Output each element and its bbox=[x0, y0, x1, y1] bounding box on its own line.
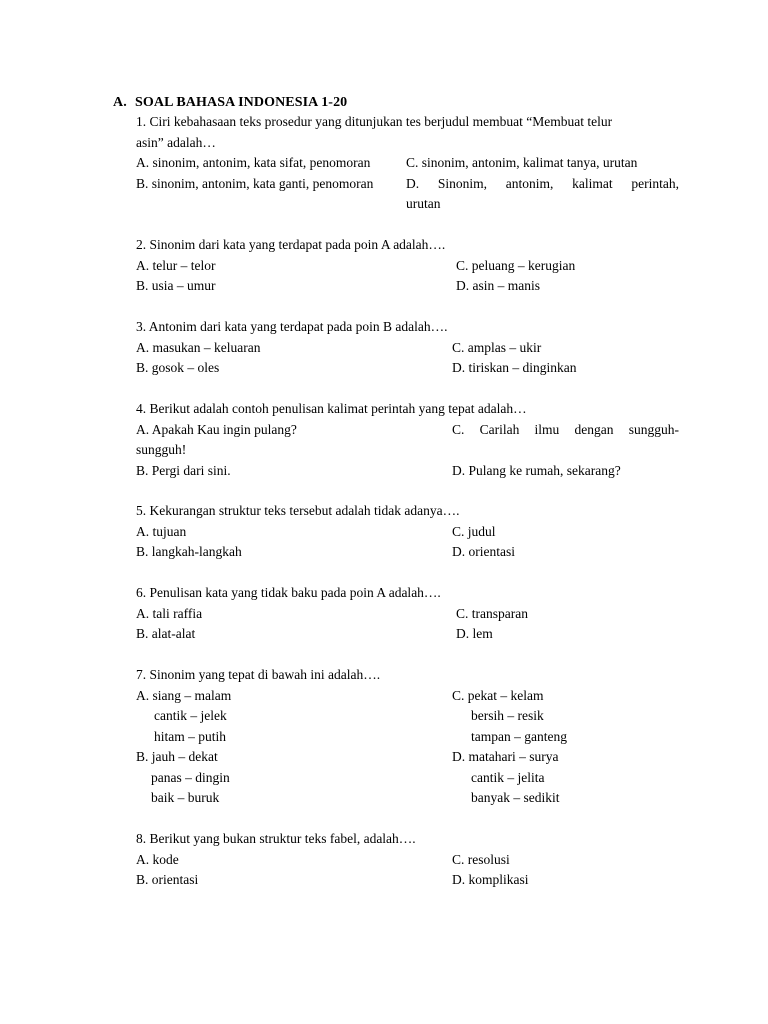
option-d: D. lem bbox=[456, 626, 493, 641]
option-a: A. masukan – keluaran bbox=[136, 339, 261, 355]
option-b: B. sinonim, antonim, kata ganti, penomoran bbox=[136, 175, 374, 191]
section-title: SOAL BAHASA INDONESIA 1-20 bbox=[135, 95, 348, 110]
option-b: B. usia – umur bbox=[136, 278, 216, 293]
option-a: A. tujuan bbox=[136, 523, 187, 539]
option-c: C. amplas – ukir bbox=[452, 339, 542, 355]
option-d: D. asin – manis bbox=[456, 278, 540, 293]
option-a-line: cantik – jelek bbox=[154, 708, 227, 723]
section-heading bbox=[113, 93, 347, 114]
question-stem: 5. Kekurangan struktur teks tersebut adalah tidak adanya…. bbox=[136, 503, 460, 518]
question-stem: 6. Penulisan kata yang tidak baku pada poin A adalah…. bbox=[136, 585, 441, 600]
option-b: B. alat-alat bbox=[136, 626, 196, 641]
option-a: A. Apakah Kau ingin pulang? bbox=[136, 421, 297, 437]
option-b: B. langkah-langkah bbox=[136, 544, 242, 559]
option-c: C. peluang – kerugian bbox=[456, 257, 576, 273]
question-4 bbox=[136, 399, 679, 481]
option-a: A. siang – malam bbox=[136, 687, 232, 703]
option-c-word: Carilah bbox=[479, 421, 520, 437]
option-c: C. sinonim, antonim, kalimat tanya, urutan bbox=[406, 155, 638, 170]
question-1 bbox=[136, 112, 679, 215]
option-c: C. transparan bbox=[456, 605, 528, 621]
option-d-cont: urutan bbox=[406, 196, 441, 211]
option-d-word: kalimat bbox=[572, 175, 613, 191]
option-b: B. jauh – dekat bbox=[136, 749, 218, 764]
question-stem: 8. Berikut yang bukan struktur teks fabel, adalah…. bbox=[136, 831, 416, 846]
question-stem-cont: asin” adalah… bbox=[136, 134, 216, 150]
option-d: D. matahari – surya bbox=[452, 749, 559, 764]
option-d-line: cantik – jelita bbox=[471, 769, 545, 785]
question-stem: 1. Ciri kebahasaan teks prosedur yang ditunjukan tes berjudul membuat “Membuat telur bbox=[136, 114, 613, 129]
option-c: C. judul bbox=[452, 523, 496, 539]
question-3 bbox=[136, 317, 679, 379]
option-b: B. gosok – oles bbox=[136, 360, 220, 375]
question-stem: 3. Antonim dari kata yang terdapat pada poin B adalah…. bbox=[136, 319, 448, 334]
option-b-line: baik – buruk bbox=[151, 790, 220, 805]
option-d-word: antonim, bbox=[505, 175, 554, 191]
question-2 bbox=[136, 235, 679, 297]
option-d: D. tiriskan – dinginkan bbox=[452, 360, 577, 375]
option-a: A. tali raffia bbox=[136, 605, 203, 621]
option-c-word: dengan bbox=[574, 421, 614, 437]
option-c: C. pekat – kelam bbox=[452, 687, 544, 703]
option-c-line: tampan – ganteng bbox=[471, 728, 567, 744]
option-b: B. orientasi bbox=[136, 872, 199, 887]
option-d-line: banyak – sedikit bbox=[471, 790, 560, 805]
option-c: C. resolusi bbox=[452, 851, 510, 867]
option-c bbox=[452, 420, 679, 441]
option-d: D. orientasi bbox=[452, 544, 515, 559]
section-label: A. bbox=[113, 95, 127, 110]
option-d-word: D. bbox=[406, 175, 420, 191]
option-a: A. kode bbox=[136, 851, 179, 867]
option-c-word: ilmu bbox=[534, 421, 560, 437]
option-c-word: sungguh- bbox=[628, 421, 679, 437]
question-stem: 2. Sinonim dari kata yang terdapat pada poin A adalah…. bbox=[136, 237, 446, 252]
option-d-word: Sinonim, bbox=[437, 175, 488, 191]
option-b-line: panas – dingin bbox=[151, 769, 230, 785]
option-c-line: bersih – resik bbox=[471, 708, 544, 723]
question-7 bbox=[136, 665, 679, 809]
option-d: D. komplikasi bbox=[452, 872, 529, 887]
question-8 bbox=[136, 829, 679, 891]
option-c-cont: sungguh! bbox=[136, 442, 187, 457]
question-stem: 7. Sinonim yang tepat di bawah ini adalah…. bbox=[136, 667, 381, 682]
option-b: B. Pergi dari sini. bbox=[136, 462, 231, 478]
option-d bbox=[406, 174, 679, 195]
option-a: A. sinonim, antonim, kata sifat, penomoran bbox=[136, 155, 371, 170]
option-c-word: C. bbox=[452, 421, 465, 437]
question-5 bbox=[136, 501, 679, 563]
option-a: A. telur – telor bbox=[136, 257, 216, 273]
option-d: D. Pulang ke rumah, sekarang? bbox=[452, 462, 621, 478]
question-6 bbox=[136, 583, 679, 645]
question-stem: 4. Berikut adalah contoh penulisan kalimat perintah yang tepat adalah… bbox=[136, 401, 527, 416]
option-d-word: perintah, bbox=[631, 175, 679, 191]
option-a-line: hitam – putih bbox=[154, 728, 226, 744]
